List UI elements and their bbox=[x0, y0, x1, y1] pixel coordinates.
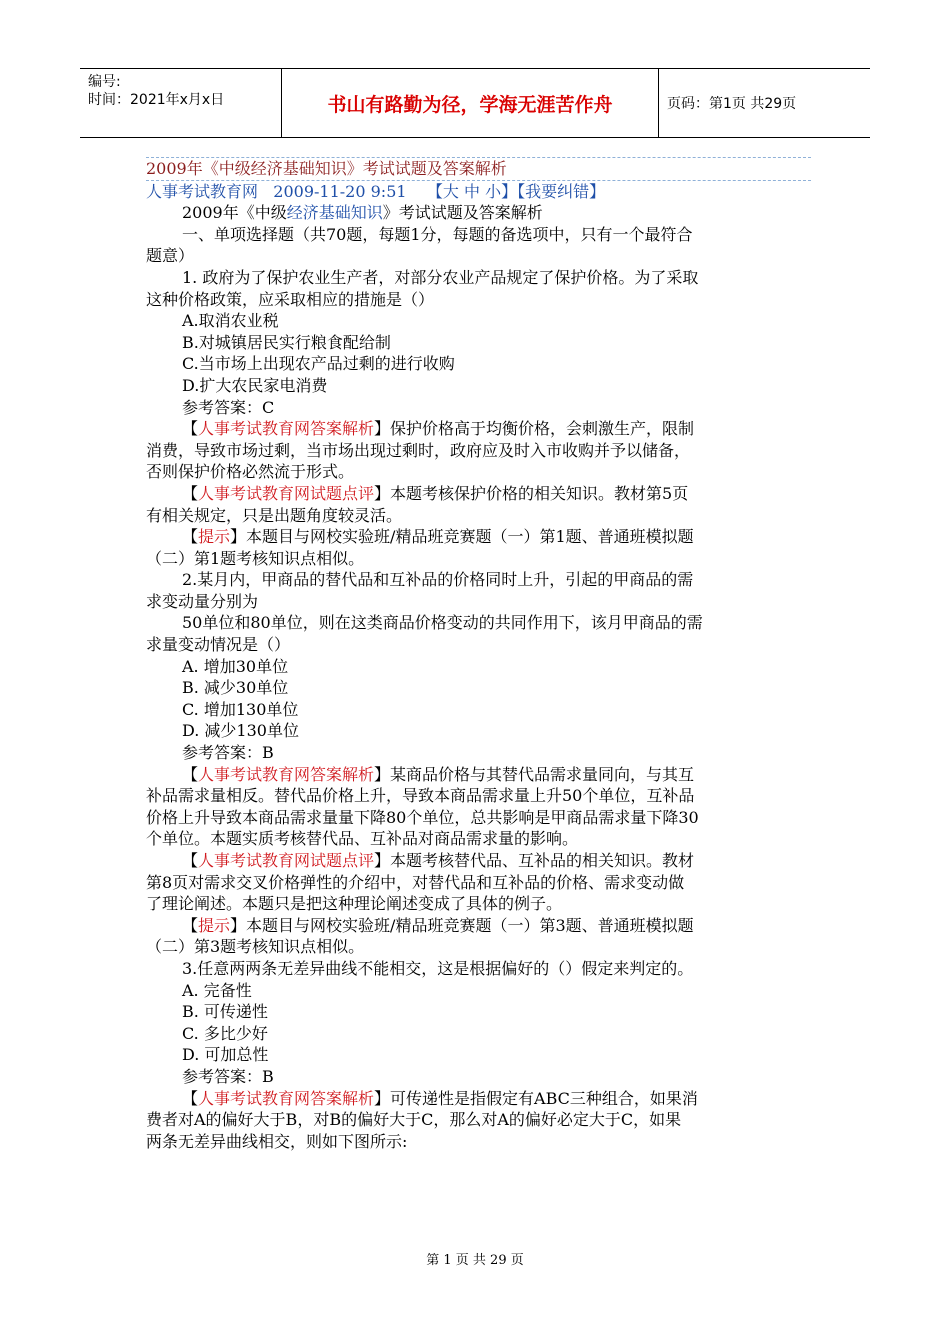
bracket: 】 bbox=[374, 1088, 391, 1108]
answer-tag-link[interactable]: 人事考试教育网答案解析 bbox=[198, 419, 375, 439]
text: 2009年《中级 bbox=[182, 203, 287, 223]
review-cont: 有相关规定，只是出题角度较灵活。 bbox=[146, 505, 403, 525]
option: A. 完备性 bbox=[182, 980, 252, 1000]
review bbox=[146, 850, 811, 872]
option: D. 可加总性 bbox=[182, 1045, 269, 1065]
question-2-cont: 求量变动情况是（） bbox=[146, 635, 291, 655]
tip bbox=[146, 526, 811, 548]
option: D. 减少130单位 bbox=[182, 721, 299, 741]
text: 可传递性是指假定有ABC三种组合，如果消 bbox=[390, 1088, 698, 1108]
article-title: 2009年《中级经济基础知识》考试试题及答案解析 bbox=[146, 159, 507, 178]
text: 保护价格高于均衡价格，会刺激生产，限制 bbox=[390, 419, 695, 439]
bracket: 】 bbox=[230, 915, 247, 935]
question-2: 2.某月内，甲商品的替代品和互补品的价格同时上升，引起的甲商品的需 bbox=[182, 570, 694, 590]
tip-tag-link[interactable]: 提示 bbox=[198, 527, 231, 547]
bracket: 】 bbox=[374, 419, 391, 439]
font-size-switch[interactable]: 【大 中 小】 bbox=[426, 181, 518, 201]
text: 本题目与网校实验班/精品班竞赛题（一）第1题、普通班模拟题 bbox=[246, 527, 694, 547]
review-tag-link[interactable]: 人事考试教育网试题点评 bbox=[198, 851, 375, 870]
answer-tag-link[interactable]: 人事考试教育网答案解析 bbox=[198, 764, 375, 784]
bracket: 【 bbox=[182, 483, 199, 503]
text: 本题目与网校实验班/精品班竞赛题（一）第3题、普通班模拟题 bbox=[246, 915, 694, 935]
bracket: 【 bbox=[182, 851, 199, 870]
text: 本题考核保护价格的相关知识。教材第5页 bbox=[390, 483, 689, 503]
section-heading-cont: 题意） bbox=[146, 246, 195, 266]
subject-link[interactable]: 经济基础知识 bbox=[286, 203, 383, 223]
tip-cont: （二）第1题考核知识点相似。 bbox=[146, 548, 365, 568]
option: C. 增加130单位 bbox=[182, 699, 299, 719]
question-1: 1. 政府为了保护农业生产者，对部分农业产品规定了保护价格。为了采取 bbox=[182, 267, 699, 287]
header-code: 编号: bbox=[88, 74, 121, 90]
bracket: 】 bbox=[374, 483, 391, 503]
reference-answer: 参考答案：C bbox=[182, 397, 275, 417]
explanation-cont: 否则保护价格必然流于形式。 bbox=[146, 462, 355, 482]
option: B.对城镇居民实行粮食配给制 bbox=[182, 332, 391, 352]
article-date: 2009-11-20 9:51 bbox=[273, 181, 407, 201]
page-footer: 第 1 页 共 29 页 bbox=[426, 1253, 524, 1268]
bracket: 】 bbox=[374, 851, 391, 870]
bracket: 【 bbox=[182, 1088, 199, 1108]
bracket: 【 bbox=[182, 764, 199, 784]
explanation-cont: 消费，导致市场过剩，当市场出现过剩时，政府应及时入市收购并予以储备， bbox=[146, 440, 691, 460]
bracket: 【 bbox=[182, 915, 199, 935]
explanation-cont: 补品需求量相反。替代品价格上升，导致本商品需求量上升50个单位，互补品 bbox=[146, 786, 695, 806]
option: B. 减少30单位 bbox=[182, 678, 289, 698]
tip-cont: （二）第3题考核知识点相似。 bbox=[146, 937, 365, 957]
paragraph bbox=[146, 202, 811, 224]
answer-tag-link[interactable]: 人事考试教育网答案解析 bbox=[198, 1088, 375, 1108]
page-header bbox=[80, 68, 870, 138]
header-motto: 书山有路勤为径，学海无涯苦作舟 bbox=[282, 69, 659, 137]
article-meta bbox=[146, 181, 811, 203]
review-cont: 了理论阐述。本题只是把这种理论阐述变成了具体的例子。 bbox=[146, 894, 563, 914]
answer-explanation bbox=[146, 764, 811, 786]
report-error-link[interactable]: 【我要纠错】 bbox=[517, 181, 606, 201]
tip-tag-link[interactable]: 提示 bbox=[198, 915, 231, 935]
option: C.当市场上出现农产品过剩的进行收购 bbox=[182, 354, 455, 374]
text: 本题考核替代品、互补品的相关知识。教材 bbox=[390, 851, 695, 870]
reference-answer: 参考答案：B bbox=[182, 1066, 274, 1086]
header-time: 时间：2021年x月x日 bbox=[88, 92, 225, 108]
question-3: 3.任意两两条无差异曲线不能相交，这是根据偏好的（）假定来判定的。 bbox=[182, 958, 694, 978]
bracket: 【 bbox=[182, 527, 199, 547]
review-tag-link[interactable]: 人事考试教育网试题点评 bbox=[198, 483, 375, 503]
header-page: 页码：第1页 共29页 bbox=[667, 96, 797, 112]
question-1-cont: 这种价格政策，应采取相应的措施是（） bbox=[146, 289, 435, 309]
answer-explanation bbox=[146, 1088, 811, 1110]
text: 某商品价格与其替代品需求量同向，与其互 bbox=[390, 764, 695, 784]
document-body bbox=[146, 157, 811, 1152]
bracket: 【 bbox=[182, 419, 199, 439]
article-source[interactable]: 人事考试教育网 bbox=[146, 181, 259, 201]
explanation-cont: 两条无差异曲线相交，则如下图所示: bbox=[146, 1131, 408, 1151]
explanation-cont: 价格上升导致本商品需求量量下降80个单位，总共影响是甲商品需求量下降30 bbox=[146, 807, 699, 827]
question-2-cont: 50单位和80单位，则在这类商品价格变动的共同作用下，该月甲商品的需 bbox=[182, 613, 703, 633]
tip bbox=[146, 915, 811, 937]
section-heading: 一、单项选择题（共70题，每题1分，每题的备选项中，只有一个最符合 bbox=[182, 224, 693, 244]
question-2-cont: 求变动量分别为 bbox=[146, 591, 259, 611]
answer-explanation bbox=[146, 418, 811, 440]
bracket: 】 bbox=[374, 764, 391, 784]
review-cont: 第8页对需求交叉价格弹性的介绍中，对替代品和互补品的价格、需求变动做 bbox=[146, 872, 685, 892]
text: 》考试试题及答案解析 bbox=[382, 203, 543, 223]
option: A.取消农业税 bbox=[182, 311, 279, 331]
reference-answer: 参考答案：B bbox=[182, 743, 274, 763]
option: A. 增加30单位 bbox=[182, 656, 289, 676]
option: C. 多比少好 bbox=[182, 1023, 268, 1043]
option: B. 可传递性 bbox=[182, 1002, 268, 1022]
review bbox=[146, 483, 811, 505]
option: D.扩大农民家电消费 bbox=[182, 375, 328, 395]
bracket: 】 bbox=[230, 527, 247, 547]
explanation-cont: 费者对A的偏好大于B，对B的偏好大于C，那么对A的偏好必定大于C，如果 bbox=[146, 1110, 682, 1130]
header-meta bbox=[80, 69, 282, 137]
explanation-cont: 个单位。本题实质考核替代品、互补品对商品需求量的影响。 bbox=[146, 829, 579, 849]
